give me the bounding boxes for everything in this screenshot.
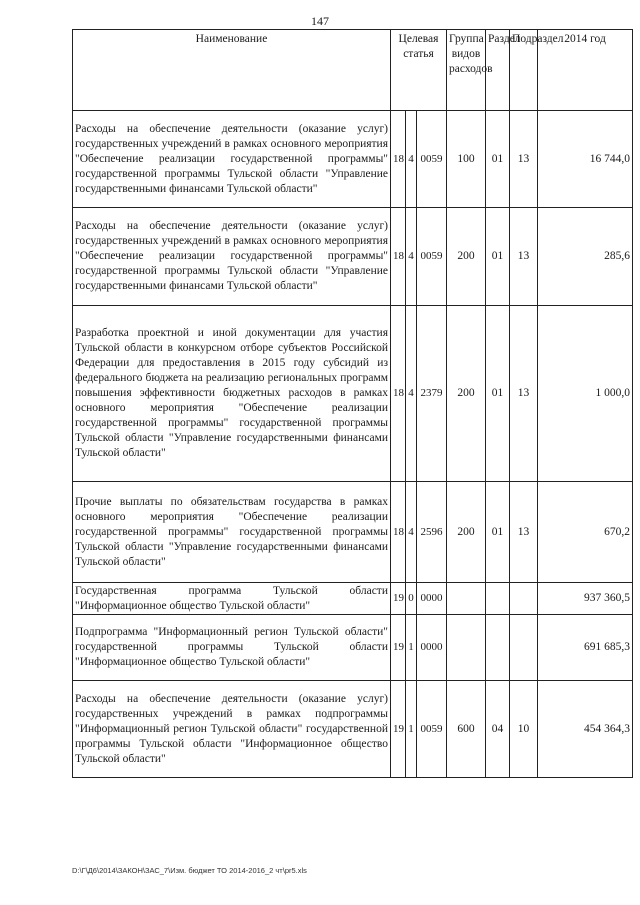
row-subsection <box>510 583 538 615</box>
row-article-3: 0059 <box>417 208 447 306</box>
row-subsection <box>510 615 538 681</box>
row-name: Прочие выплаты по обязательствам государства в рамках основного мероприятия "Обеспечение реализации государственной программы" государственной программы Тульской области "Управление государственными финансами Тульской области" <box>73 482 391 583</box>
row-amount: 16 744,0 <box>538 111 633 208</box>
row-group: 200 <box>447 208 486 306</box>
row-group: 100 <box>447 111 486 208</box>
row-article-2: 4 <box>406 208 417 306</box>
row-section <box>486 583 510 615</box>
table-row <box>73 208 633 306</box>
row-article-3: 0000 <box>417 615 447 681</box>
header-section: Раздел <box>486 30 510 111</box>
row-article-2: 4 <box>406 306 417 482</box>
row-group: 200 <box>447 482 486 583</box>
row-name: Разработка проектной и иной документации для участия Тульской области в конкурсном отборе субъектов Российской Федерации для предоставления в 2015 году субсидий из федерального бюджета на реализацию региональных программ повышения эффективности бюджетных расходов в рамках основного мероприятия "Обеспечение реализации государственной программы" государственной программы Тульской области "Управление государственными финансами Тульской области" <box>73 306 391 482</box>
row-article-3: 0000 <box>417 583 447 615</box>
row-subsection: 10 <box>510 681 538 778</box>
row-article-2: 1 <box>406 615 417 681</box>
budget-table <box>72 29 633 778</box>
row-section: 04 <box>486 681 510 778</box>
row-name: Расходы на обеспечение деятельности (оказание услуг) государственных учреждений в рамках основного мероприятия "Обеспечение реализации государственной программы" государственной программы Тульской области "Управление государственными финансами Тульской области" <box>73 208 391 306</box>
row-name: Расходы на обеспечение деятельности (оказание услуг) государственных учреждений в рамках подпрограммы "Информационный регион Тульской области" государственной программы Тульской области "Информационное общество Тульской области" <box>73 681 391 778</box>
row-subsection: 13 <box>510 111 538 208</box>
row-amount: 1 000,0 <box>538 306 633 482</box>
row-amount: 285,6 <box>538 208 633 306</box>
row-article-1: 18 <box>391 208 406 306</box>
row-amount: 937 360,5 <box>538 583 633 615</box>
row-section: 01 <box>486 306 510 482</box>
page-number: 147 <box>311 14 329 28</box>
row-article-2: 4 <box>406 111 417 208</box>
row-section: 01 <box>486 111 510 208</box>
header-expense-group: Группа видов расходов <box>447 30 486 111</box>
row-article-3: 2596 <box>417 482 447 583</box>
table-row <box>73 111 633 208</box>
header-target-article: Целевая статья <box>391 30 447 111</box>
table-row <box>73 583 633 615</box>
row-article-1: 19 <box>391 583 406 615</box>
row-article-1: 19 <box>391 681 406 778</box>
row-name: Государственная программа Тульской области "Информационное общество Тульской области" <box>73 583 391 615</box>
row-article-1: 18 <box>391 306 406 482</box>
row-amount: 691 685,3 <box>538 615 633 681</box>
row-group <box>447 615 486 681</box>
table-header-row <box>73 30 633 111</box>
row-subsection: 13 <box>510 482 538 583</box>
row-group: 200 <box>447 306 486 482</box>
row-article-3: 0059 <box>417 681 447 778</box>
row-article-3: 2379 <box>417 306 447 482</box>
file-path-footer: D:\Г\Д6\2014\ЗАКОН\ЗАС_7\Изм. бюджет ТО 2014-2016_2 чт\pr5.xls <box>72 866 307 875</box>
header-year: 2014 год <box>538 30 633 111</box>
row-article-2: 1 <box>406 681 417 778</box>
row-name: Расходы на обеспечение деятельности (оказание услуг) государственных учреждений в рамках основного мероприятия "Обеспечение реализации государственной программы" государственной программы Тульской области "Управление государственными финансами Тульской области" <box>73 111 391 208</box>
row-subsection: 13 <box>510 208 538 306</box>
row-article-1: 19 <box>391 615 406 681</box>
table-row <box>73 306 633 482</box>
row-section <box>486 615 510 681</box>
row-article-2: 4 <box>406 482 417 583</box>
table-row <box>73 482 633 583</box>
row-name: Подпрограмма "Информационный регион Тульской области" государственной программы Тульской области "Информационное общество Тульской области" <box>73 615 391 681</box>
row-subsection: 13 <box>510 306 538 482</box>
row-article-1: 18 <box>391 482 406 583</box>
table-row <box>73 615 633 681</box>
header-name: Наименование <box>73 30 391 111</box>
row-amount: 670,2 <box>538 482 633 583</box>
row-section: 01 <box>486 208 510 306</box>
row-group: 600 <box>447 681 486 778</box>
row-section: 01 <box>486 482 510 583</box>
header-subsection: Подраздел <box>510 30 538 111</box>
row-article-2: 0 <box>406 583 417 615</box>
row-group <box>447 583 486 615</box>
row-article-3: 0059 <box>417 111 447 208</box>
row-amount: 454 364,3 <box>538 681 633 778</box>
table-row <box>73 681 633 778</box>
row-article-1: 18 <box>391 111 406 208</box>
